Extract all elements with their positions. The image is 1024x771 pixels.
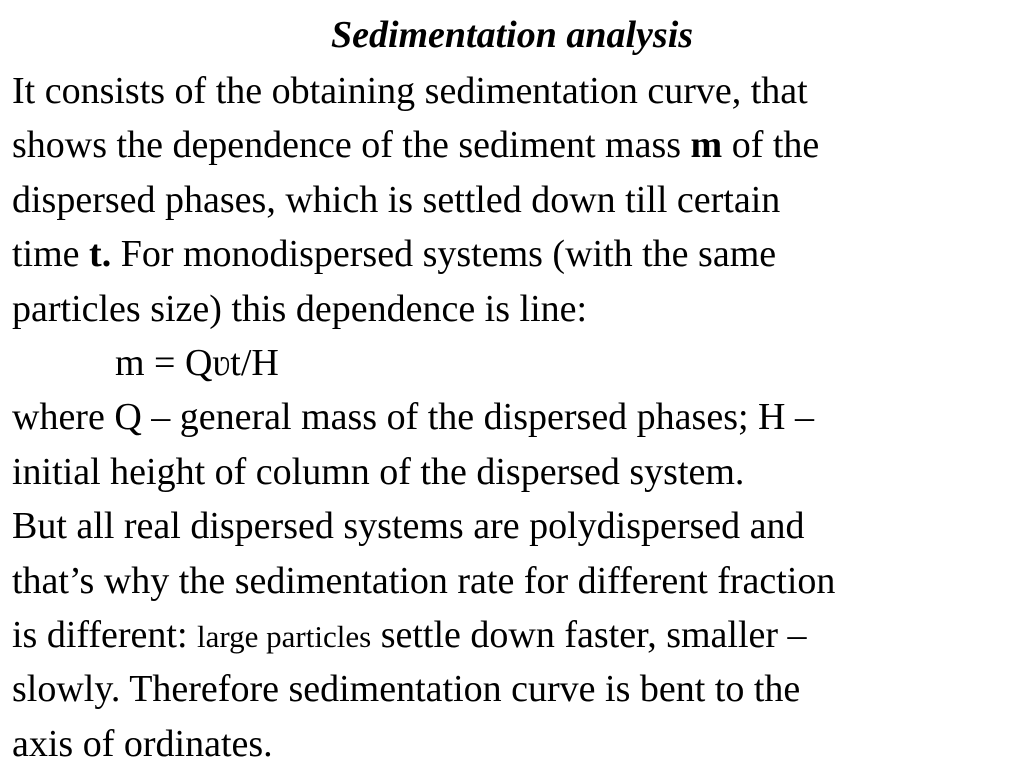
time-symbol: t. (89, 233, 112, 276)
body-line (12, 118, 1017, 172)
body-text: settle down faster, smaller – (371, 613, 807, 656)
mass-symbol: m (690, 124, 723, 167)
body-text: shows the dependence of the sediment mass (12, 124, 691, 167)
body-line (12, 227, 1017, 281)
formula: m = Qʋt/H (115, 341, 279, 384)
body-line: particles size) this dependence is line: (12, 287, 588, 330)
slide-title: Sedimentation analysis (330, 14, 694, 56)
body-text: For monodispersed systems (with the same (111, 233, 777, 276)
body-line: slowly. Therefore sedimentation curve is bent to the (12, 668, 801, 711)
body-text: time (12, 233, 90, 276)
body-line: It consists of the obtaining sedimentation curve, that (12, 70, 808, 112)
body-line: axis of ordinates. (12, 722, 273, 765)
body-line: that’s why the sedimentation rate for different fraction (12, 559, 836, 602)
body-text: of the (722, 124, 820, 167)
body-line (12, 608, 1017, 662)
body-line: But all real dispersed systems are polydispersed and (12, 505, 805, 548)
large-particles-text: large particles (197, 618, 372, 654)
body-line: dispersed phases, which is settled down till certain (12, 178, 781, 221)
body-line: initial height of column of the dispersed system. (12, 450, 745, 493)
body-line: where Q – general mass of the dispersed phases; H – (12, 396, 814, 439)
slide-body (12, 64, 1017, 771)
body-text: is different: (12, 613, 198, 656)
